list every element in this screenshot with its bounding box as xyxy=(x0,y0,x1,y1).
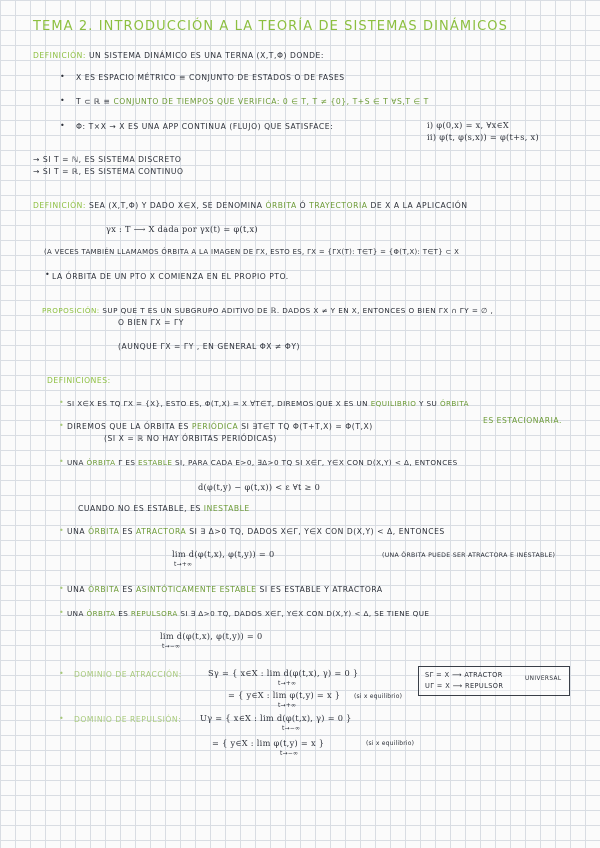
bullet-dot: • xyxy=(59,526,64,535)
orbit-image-note: (A VECES TAMBIÉN LLAMAMOS ÓRBITA A LA IMAGEN DE ΓX, ESTO ES, ΓX = {ΓX(T): T∈T} = {Φ(T,X): T∈T} ⊂ X xyxy=(44,248,460,256)
equilibrium-note: (si x equilibrio) xyxy=(354,693,403,700)
domain-attraction-formula: Sγ = { x∈X : lim d(φ(t,x), γ) = 0 } xyxy=(208,668,359,678)
box-repulsor-line: UΓ = X ⟶ REPULSOR xyxy=(425,682,504,690)
box-attractor-line: SΓ = X ⟶ ATRACTOR xyxy=(425,671,503,679)
def-repulsor: UNA ÓRBITA ES REPULSORA SI ∃ Δ>0 TQ, DADOS X∈Γ, Y∈X CON D(X,Y) < Δ, SE TIENE QUE xyxy=(67,609,430,618)
proposition: PROPOSICIÓN: SUP QUE T ES UN SUBGRUPO ADITIVO DE ℝ. DADOS X ≠ Y EN X, ENTONCES O BIEN ΓX ∩ ΓY = ∅ , xyxy=(42,306,494,315)
orbit-start-note: LA ÓRBITA DE UN PTO X COMIENZA EN EL PROPIO PTO. xyxy=(52,272,289,281)
def1-property-i: i) φ(0,x) = x, ∀x∈X xyxy=(427,120,510,130)
bullet-dot: • xyxy=(59,421,64,430)
def-equilibrium: SI X∈X ES TQ ΓX = {X}, ESTO ES, Φ(T,X) = X ∀T∈T, DIREMOS QUE X ES UN EQUILIBRIO Y SU ÓRBITA xyxy=(67,399,469,408)
attractor-note: (UNA ÓRBITA PUEDE SER ATRACTORA E INESTABLE) xyxy=(382,552,556,559)
attractor-limit-sub: t→+∞ xyxy=(174,561,193,568)
attractor-repulsor-box xyxy=(418,666,570,696)
proposition-line-2: O BIEN ΓX = ΓY xyxy=(118,318,184,327)
def-periodic: DIREMOS QUE LA ÓRBITA ES PERIÓDICA SI ∃Τ∈T TQ Φ(T+Τ,X) = Φ(T,X) xyxy=(67,422,373,431)
bullet-dot: • xyxy=(59,584,64,593)
proposition-aside: (AUNQUE ΓX = ΓY , EN GENERAL ΦX ≠ ΦY) xyxy=(118,342,301,351)
domain-attraction-sub: t→+∞ xyxy=(278,680,297,687)
domain-attraction-eq: = { y∈X : lim φ(t,y) = x } xyxy=(228,690,341,700)
domain-repulsion-sub: t→−∞ xyxy=(282,725,301,732)
def-periodic-note: (SI X = ℝ NO HAY ÓRBITAS PERIÓDICAS) xyxy=(104,434,277,443)
bullet-dot: • xyxy=(60,121,65,130)
def-unstable: CUANDO NO ES ESTABLE, ES INESTABLE xyxy=(78,504,250,513)
bullet-dot: • xyxy=(59,669,64,678)
domain-attraction-label: DOMINIO DE ATRACCIÓN: xyxy=(74,670,182,679)
repulsor-limit-sub: t→−∞ xyxy=(162,643,181,650)
def-attractor: UNA ÓRBITA ES ATRACTORA SI ∃ Δ>0 TQ, DADOS X∈Γ, Y∈X CON D(X,Y) < Δ, ENTONCES xyxy=(67,527,445,536)
domain-attraction-eq-sub: t→+∞ xyxy=(278,702,297,709)
bullet-dot: • xyxy=(59,608,64,617)
repulsor-limit: lim d(φ(t,x), φ(t,y)) = 0 xyxy=(160,631,263,641)
definition-2: DEFINICIÓN: SEA (X,T,Φ) Y DADO X∈X, SE DENOMINA ÓRBITA Ó TRAYECTORIA DE X A LA APLICACIÓN xyxy=(33,201,468,210)
equilibrium-note: (si x equilibrio) xyxy=(366,740,415,747)
def-asymptotic: UNA ÓRBITA ES ASINTÓTICAMENTE ESTABLE SI ES ESTABLE Y ATRACTORA xyxy=(67,585,383,594)
page-title: TEMA 2. INTRODUCCIÓN A LA TEORÍA DE SISTEMAS DINÁMICOS xyxy=(33,19,508,34)
def-stable: UNA ÓRBITA Γ ES ESTABLE SI, PARA CADA Ε>0, ∃Δ>0 TQ SI X∈Γ, Y∈X CON D(X,Y) < Δ, ENTONCES xyxy=(67,458,458,467)
box-universal: UNIVERSAL xyxy=(525,676,562,682)
definitions-label: DEFINICIONES: xyxy=(47,376,111,385)
def1-property-ii: ii) φ(t, φ(s,x)) = φ(t+s, x) xyxy=(427,132,539,142)
bullet-dot: • xyxy=(60,72,65,81)
bullet-dot: • xyxy=(59,457,64,466)
domain-repulsion-eq: = { y∈X : lim φ(t,y) = x } xyxy=(212,738,325,748)
definition-label: DEFINICIÓN: xyxy=(33,201,86,210)
bullet-dot: • xyxy=(60,96,65,105)
domain-repulsion-eq-sub: t→−∞ xyxy=(280,750,299,757)
definition-1 xyxy=(33,51,324,61)
definition-intro: UN SISTEMA DINÁMICO ES UNA TERNA (X,T,Φ) DONDE: xyxy=(88,51,324,60)
domain-repulsion-formula: Uγ = { x∈X : lim d(φ(t,x), γ) = 0 } xyxy=(200,713,352,723)
note-discrete: → SI T = ℕ, ES SISTEMA DISCRETO xyxy=(33,155,182,164)
def1-item-t: T ⊂ ℝ ≡ CONJUNTO DE TIEMPOS QUE VERIFICA: 0 ∈ T, T ≠ {0}, T+S ∈ T ∀S,T ∈ T xyxy=(76,97,429,106)
def1-item-x: X ES ESPACIO MÉTRICO ≡ CONJUNTO DE ESTADOS O DE FASES xyxy=(76,73,345,82)
definition-label: DEFINICIÓN: xyxy=(33,51,86,60)
proposition-label: PROPOSICIÓN: xyxy=(42,306,100,315)
orbit-map: γx : T ⟶ X dada por γx(t) = φ(t,x) xyxy=(106,224,258,234)
attractor-limit: lim d(φ(t,x), φ(t,y)) = 0 xyxy=(172,549,275,559)
def-stationary: ES ESTACIONARIA. xyxy=(483,416,562,425)
bullet-dot: • xyxy=(45,270,50,279)
stability-formula: d(φ(t,y) − φ(t,x)) < ε ∀t ≥ 0 xyxy=(198,482,321,492)
domain-repulsion-label: DOMINIO DE REPULSIÓN: xyxy=(74,715,182,724)
note-continuous: → SI T = ℝ, ES SISTEMA CONTINUO xyxy=(33,167,184,176)
bullet-dot: • xyxy=(59,714,64,723)
bullet-dot: • xyxy=(59,398,64,407)
def1-item-phi: Φ: T×X → X ES UNA APP CONTINUA (FLUJO) QUE SATISFACE: xyxy=(76,122,334,131)
